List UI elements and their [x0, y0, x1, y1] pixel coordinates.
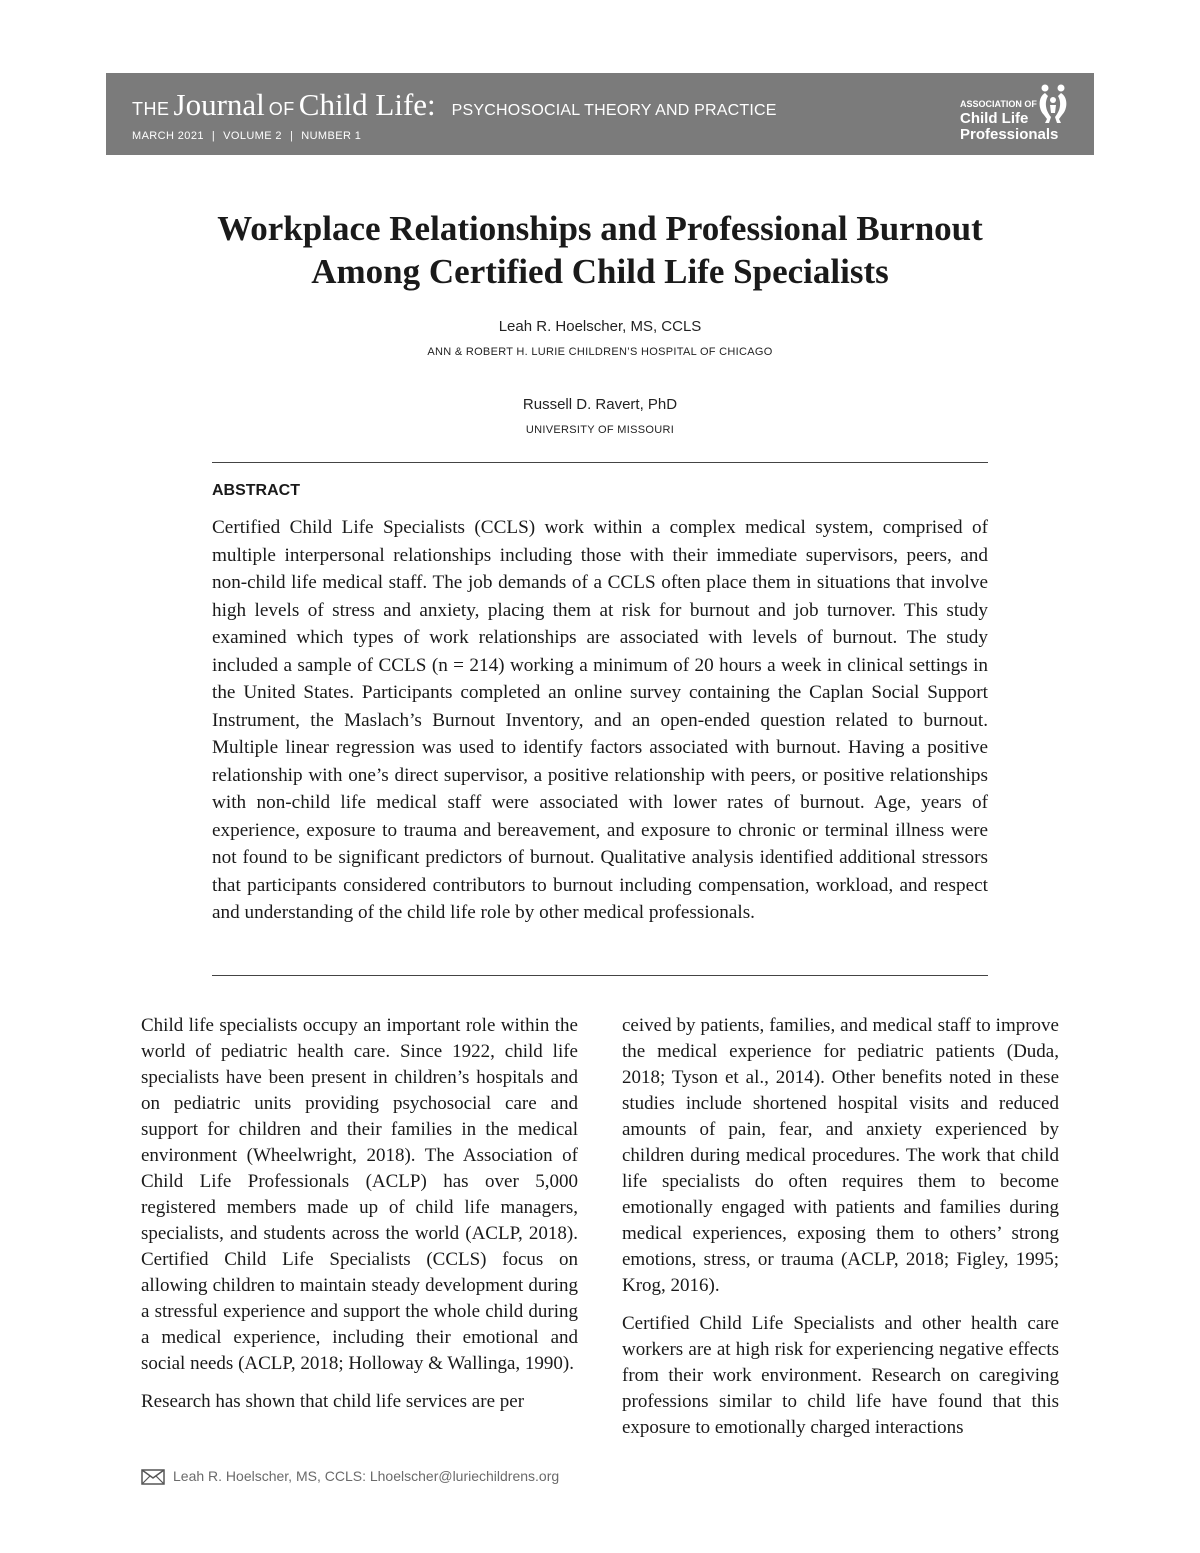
body-paragraph: Research has shown that child life services are per: [141, 1391, 525, 1412]
author-affiliation: UNIVERSITY OF MISSOURI: [525, 424, 675, 436]
correspondence-email: Leah R. Hoelscher, MS, CCLS: Lhoelscher@luriechildrens.org: [173, 1468, 560, 1484]
body-paragraph: Certified Child Life Specialists and other health care workers are at high risk for experiencing negative effects from their work environment. Research on caregiving professions similar to child life have found that this exposure to emotionally charged interactions: [622, 1313, 1059, 1438]
logo-professionals-text: Professionals: [960, 126, 1059, 143]
abstract-text: Certified Child Life Specialists (CCLS) work within a complex medical system, comprised of multiple interpersonal relationships including those with their immediate supervisors, peers, and non-child life medical staff. The job demands of a CCLS often place them in situations that involve high levels of stress and anxiety, placing them at risk for burnout and job turnover. This study examined which types of work relationships are associated with levels of burnout. The study included a sample of CCLS (n = 214) working a minimum of 20 hours a week in clinical settings in the United States. Participants completed an online survey containing the Caplan Social Support Instrument, the Maslach’s Burnout Inventory, and an open-ended question related to burnout. Multiple linear regression was used to identify factors associated with burnout. Having a positive relationship with one’s direct supervisor, a positive relationship with peers, or positive relationships with non-child life medical staff were associated with lower rates of burnout. Age, years of experience, exposure to trauma and bereavement, and exposure to chronic or terminal illness were not found to be significant predictors of burnout. Qualitative analysis identified additional stressors that participants considered contributors to burnout including compensation, workload, and respect and understanding of the child life role by other medical professionals.: [212, 517, 988, 923]
body-paragraph: Child life specialists occupy an important role within the world of pediatric health care. Since 1922, child life specialists have been present in children’s hospitals and on pediatric units providing psychosocial care and support for children and their families in the medical environment (Wheelwright, 2018). The Association of Child Life Professionals (ACLP) has over 5,000 registered members made up of child life managers, specialists, and students across the world (ACLP, 2018). Certified Child Life Specialists (CCLS) focus on allowing children to maintain steady development during a stressful experience and support the whole child during a medical experience, including their emotional and social needs (ACLP, 2018; Holloway & Wallinga, 1990).: [141, 1015, 578, 1374]
envelope-icon: [141, 1469, 165, 1485]
abstract-heading: ABSTRACT: [212, 482, 300, 499]
title-line-2: Among Certified Child Life Specialists: [311, 252, 889, 291]
separator: |: [289, 130, 294, 142]
family-icon: [1036, 83, 1070, 125]
article-title: [0, 207, 1200, 293]
author-name: Leah R. Hoelscher, MS, CCLS: [498, 318, 702, 335]
journal-the: THE: [132, 99, 170, 119]
journal-child-life: Child Life:: [298, 87, 436, 122]
journal-of: OF: [268, 99, 295, 119]
divider: [212, 975, 988, 976]
journal-word: Journal: [173, 87, 265, 122]
body-paragraph: ceived by patients, families, and medical staff to improve the medical experience for pediatric patients (Duda, 2018; Tyson et al., 2014). Other benefits noted in these studies include shortened hospital visits and reduced amounts of pain, fear, and anxiety experienced by children during medical procedures. The work that child life specialists do often requires them to become emotionally engaged with patients and families during medical experiences, exposing them to others’ strong emotions, stress, or trauma (ACLP, 2018; Figley, 1995; Krog, 2016).: [622, 1015, 1059, 1296]
issue-volume: VOLUME 2: [223, 130, 282, 142]
issue-date: MARCH 2021: [132, 130, 204, 142]
divider: [212, 462, 988, 463]
correspondence-footer: [141, 1468, 559, 1485]
aclp-logo: [960, 83, 1070, 145]
journal-name: [132, 87, 777, 123]
title-line-1: Workplace Relationships and Professional Burnout: [217, 209, 983, 248]
separator: |: [211, 130, 216, 142]
author-affiliation: ANN & ROBERT H. LURIE CHILDREN’S HOSPITAL OF CHICAGO: [427, 346, 773, 358]
journal-subtitle: PSYCHOSOCIAL THEORY AND PRACTICE: [451, 102, 777, 119]
author-name: Russell D. Ravert, PhD: [522, 396, 678, 413]
journal-header: [106, 73, 1094, 155]
logo-child-life-text: Child Life: [960, 110, 1029, 127]
issue-number: NUMBER 1: [301, 130, 362, 142]
issue-info: [132, 130, 361, 142]
body-column-left: [141, 1013, 578, 1427]
logo-association-text: ASSOCIATION OF: [960, 99, 1037, 109]
body-column-right: [622, 1013, 1059, 1453]
